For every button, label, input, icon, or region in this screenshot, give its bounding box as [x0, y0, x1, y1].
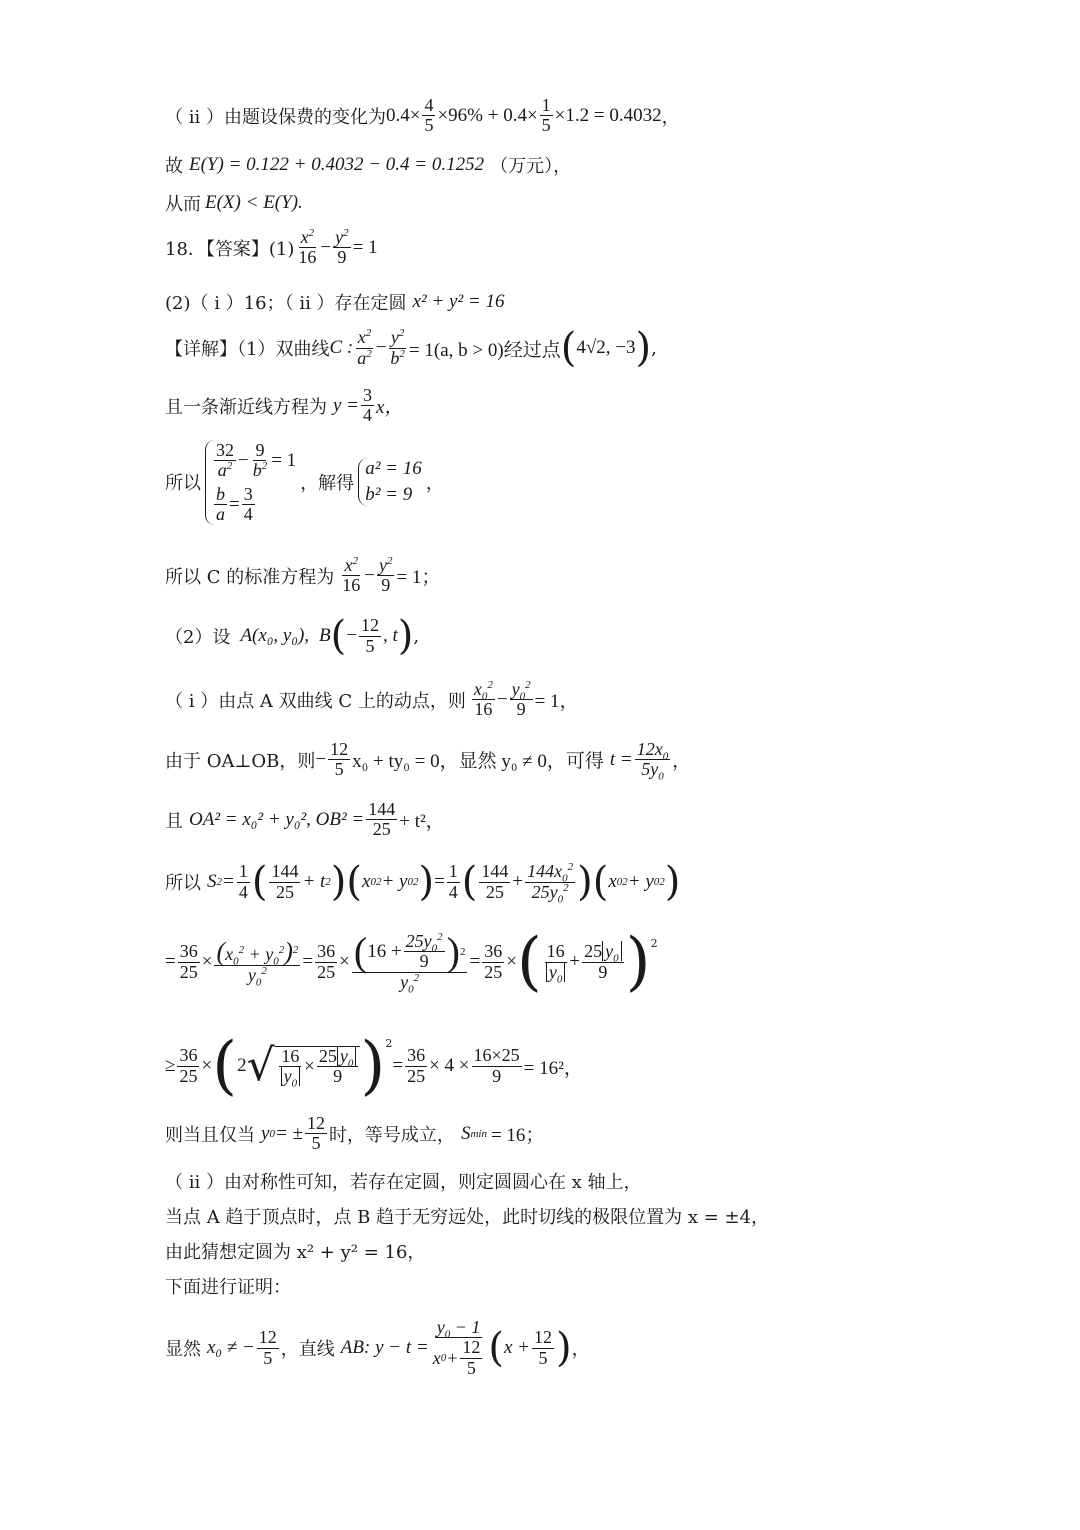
point-b-t: , t: [382, 625, 398, 646]
line-ab-equation: 显然 x₀ ≠ − $\frac{12}{5}$ ，直线 AB: y − t = $y_0 - 1$ x 0 + $\frac{12}{5}$ ( x + $\frac{12}{5}$ ) ，: [165, 1317, 590, 1378]
line8-suffix: ，: [425, 473, 444, 495]
line22-mid: ，直线: [280, 1339, 335, 1361]
line17-suffix: = 16；: [490, 1125, 545, 1147]
fraction-x2-16: $\frac{x^2}{16}$: [298, 227, 317, 268]
solution-brace: [358, 458, 422, 506]
line4-prefix: 18．【答案】(1): [165, 238, 295, 260]
line14-prefix: 所以: [165, 873, 201, 894]
system-brace: $\frac{32}{a^2}$ − $\frac{9}{b^2}$ = 1 $\frac{b}{a}$ = $\frac{3}{4}$: [205, 440, 296, 525]
line11-suffix: = 1，: [534, 691, 579, 713]
line1-math-a: 0.4×: [385, 104, 421, 126]
line22-ab: AB: y − t =: [340, 1337, 429, 1359]
line-compare: [165, 190, 303, 216]
line13-suffix: + t²，: [399, 811, 445, 833]
line9-prefix: 所以 C 的标准方程为: [165, 566, 335, 588]
line7-prefix: 且一条渐近线方程为: [165, 396, 327, 418]
line-answer-18: 18．【答案】(1) $\frac{x^2}{16}$ − $\frac{y^2}{9}$ = 1: [165, 227, 378, 268]
line18-text: （ ⅱ ）由对称性可知，若存在定圆，则定圆圆心在 x 轴上，: [165, 1172, 642, 1193]
line20-text: 由此猜想定圆为 x² + y² = 16，: [165, 1242, 426, 1263]
line16-geq: ≥: [165, 1055, 176, 1076]
fraction-x2-a2: $\frac{x^2}{a^2}$: [357, 327, 372, 368]
fraction-y2-b2: $\frac{y^2}{b^2}$: [390, 327, 405, 368]
line-asymptote: [165, 386, 403, 426]
line15-eq: =: [165, 951, 176, 972]
line-s-squared: 所以 S 2 = $\frac{1}{4}$ ( $\frac{144}{25}$ + t 2 ) ( x 0 2 + y 0 2 ) = $\frac{1}{4}$ ( $\frac{144}{25}$ + $\frac{144x_0^2}{25y_0^2}$ ) ( x 0 2 + y 0 2 ): [165, 859, 681, 906]
line12-suffix: ，: [672, 750, 691, 772]
line2-math: E(Y) = 0.122 + 0.4032 − 0.4 = 0.1252: [189, 154, 485, 175]
line6-point: 4√2, −3: [576, 337, 636, 358]
line-detail-1: 【详解】（1）双曲线 C : $\frac{x^2}{a^2}$ − $\frac{y^2}{b^2}$ = 1(a, b > 0)经过点 ( 4√2, −3 ) ,: [165, 325, 657, 371]
line17-mid: 时，等号成立，: [328, 1124, 455, 1146]
line6-prefix: 【详解】（1）双曲线: [165, 339, 330, 360]
line-expected-y: [165, 152, 571, 178]
line10-prefix: （2）设: [165, 627, 231, 648]
line1-suffix: ，: [661, 106, 680, 128]
solution-a2: a² = 16: [365, 458, 422, 480]
line-standard-eq: 所以 C 的标准方程为 $\frac{x^2}{16}$ − $\frac{y^2}{9}$ = 1；: [165, 555, 441, 596]
line-limit: [165, 1203, 769, 1229]
line9-suffix: = 1；: [396, 567, 441, 589]
line11-prefix: （ ⅰ ）由点 A 双曲线 C 上的动点，则: [165, 690, 466, 712]
line8-prefix: 所以: [165, 473, 201, 495]
line21-text: 下面进行证明：: [165, 1277, 291, 1298]
line1-math-c: ×1.2 = 0.4032: [554, 104, 662, 126]
line-simplify: = $\frac{36}{25}$ × $\frac{(x_0^2 + y_0^2)^2}{y_0^2}$ = $\frac{36}{25}$ × ( 16 + $\frac{25y_0^2}{9}$ ) 2 $y_0^2$ = $\frac{36}{25}$ × ( $\frac{16}{y_0}$ + $\frac{25 y_0}{9}$ ) 2: [165, 925, 658, 999]
line16-result: = 16²，: [523, 1057, 583, 1079]
line6-mid: = 1(a, b > 0)经过点: [408, 339, 561, 361]
line-symmetry: [165, 1168, 642, 1194]
line-oa-ob: 且 OA² = x₀² + y₀², OB² = $\frac{144}{25}$ + t²，: [165, 799, 445, 840]
sqrt-expression: √ $\frac{16}{y_0}$ × $\frac{25 y_0}{9}$: [247, 1044, 361, 1088]
line8-mid: ，解得: [300, 473, 355, 495]
fraction-y2-9: $\frac{y^2}{9}$: [335, 227, 349, 268]
point-a: A(x₀, y₀),: [240, 625, 310, 646]
line-answer-2: [165, 289, 504, 315]
line7-suffix: x，: [376, 397, 404, 419]
line1-prefix: （ ⅱ ）由题设保费的变化为: [165, 106, 386, 128]
line-set-points: （2）设 A(x₀, y₀), B ( − $\frac{12}{5}$ , t ) ,: [165, 613, 420, 659]
hyperbola-name: C :: [329, 337, 354, 358]
line-equality: 则当且仅当 y 0 = ± $\frac{12}{5}$ 时，等号成立， S min = 16；: [165, 1113, 545, 1154]
line22-math: x₀ ≠ −: [207, 1337, 255, 1359]
solution-b2: b² = 9: [365, 484, 413, 506]
line-conjecture: [165, 1238, 425, 1264]
line22-prefix: 显然: [165, 1339, 201, 1361]
line2-prefix: 故: [165, 156, 183, 177]
line7-lhs: y =: [333, 394, 360, 416]
line-point-on-c: （ ⅰ ）由点 A 双曲线 C 上的动点，则 $\frac{x_0^2}{16}$ − $\frac{y_0^2}{9}$ = 1，: [165, 679, 579, 720]
line6-suffix: ,: [651, 337, 657, 359]
line12-prefix: 由于 OA⊥OB，则: [165, 750, 316, 772]
line13-prefix: 且: [165, 810, 183, 832]
line10-suffix: ,: [413, 625, 420, 647]
line17-prefix: 则当且仅当: [165, 1124, 255, 1146]
line5-text: (2)（ ⅰ ）16；（ ⅱ ）存在定圆: [165, 293, 407, 314]
line22-suffix: ，: [571, 1339, 590, 1361]
line-perpendicular: 由于 OA⊥OB，则 − $\frac{12}{5}$ x₀ + ty₀ = 0，显然 y₀ ≠ 0，可得 t = $\frac{12x_0}{5y_0}$ ，: [165, 739, 691, 784]
fraction-4-5: $\frac{4}{5}$: [424, 95, 434, 136]
line19-text: 当点 A 趋于顶点时，点 B 趋于无穷远处，此时切线的极限位置为 x = ±4，: [165, 1207, 770, 1228]
fraction-1-5: $\frac{1}{5}$: [541, 95, 551, 136]
line-premium-change: [165, 96, 680, 136]
line-proof-intro: [165, 1273, 291, 1299]
s-min-symbol: S: [460, 1122, 471, 1144]
line3-math: E(X) < E(Y).: [205, 192, 303, 213]
line13-math: OA² = x₀² + y₀², OB² =: [189, 808, 365, 830]
line1-math-b: ×96% + 0.4×: [437, 104, 538, 126]
line12-math: x₀ + ty₀ = 0，显然 y₀ ≠ 0，可得: [352, 751, 604, 773]
line2-suffix: （万元），: [490, 156, 572, 177]
line3-prefix: 从而: [165, 194, 201, 215]
line5-math: x² + y² = 16: [412, 291, 505, 312]
line-am-gm: ≥ $\frac{36}{25}$ × ( 2 √ $\frac{16}{y_0}$ × $\frac{25 y_0}{9}$ ) 2 = $\frac{36}{25}$ × 4 × $\frac{16\times 25}{9}$ = 16²，: [165, 1029, 583, 1103]
line12-t: t =: [609, 748, 633, 770]
point-b: B: [319, 625, 331, 646]
line-system: [165, 440, 444, 525]
line4-rhs: = 1: [352, 236, 378, 258]
fraction-3-4: $\frac{3}{4}$: [363, 385, 373, 426]
